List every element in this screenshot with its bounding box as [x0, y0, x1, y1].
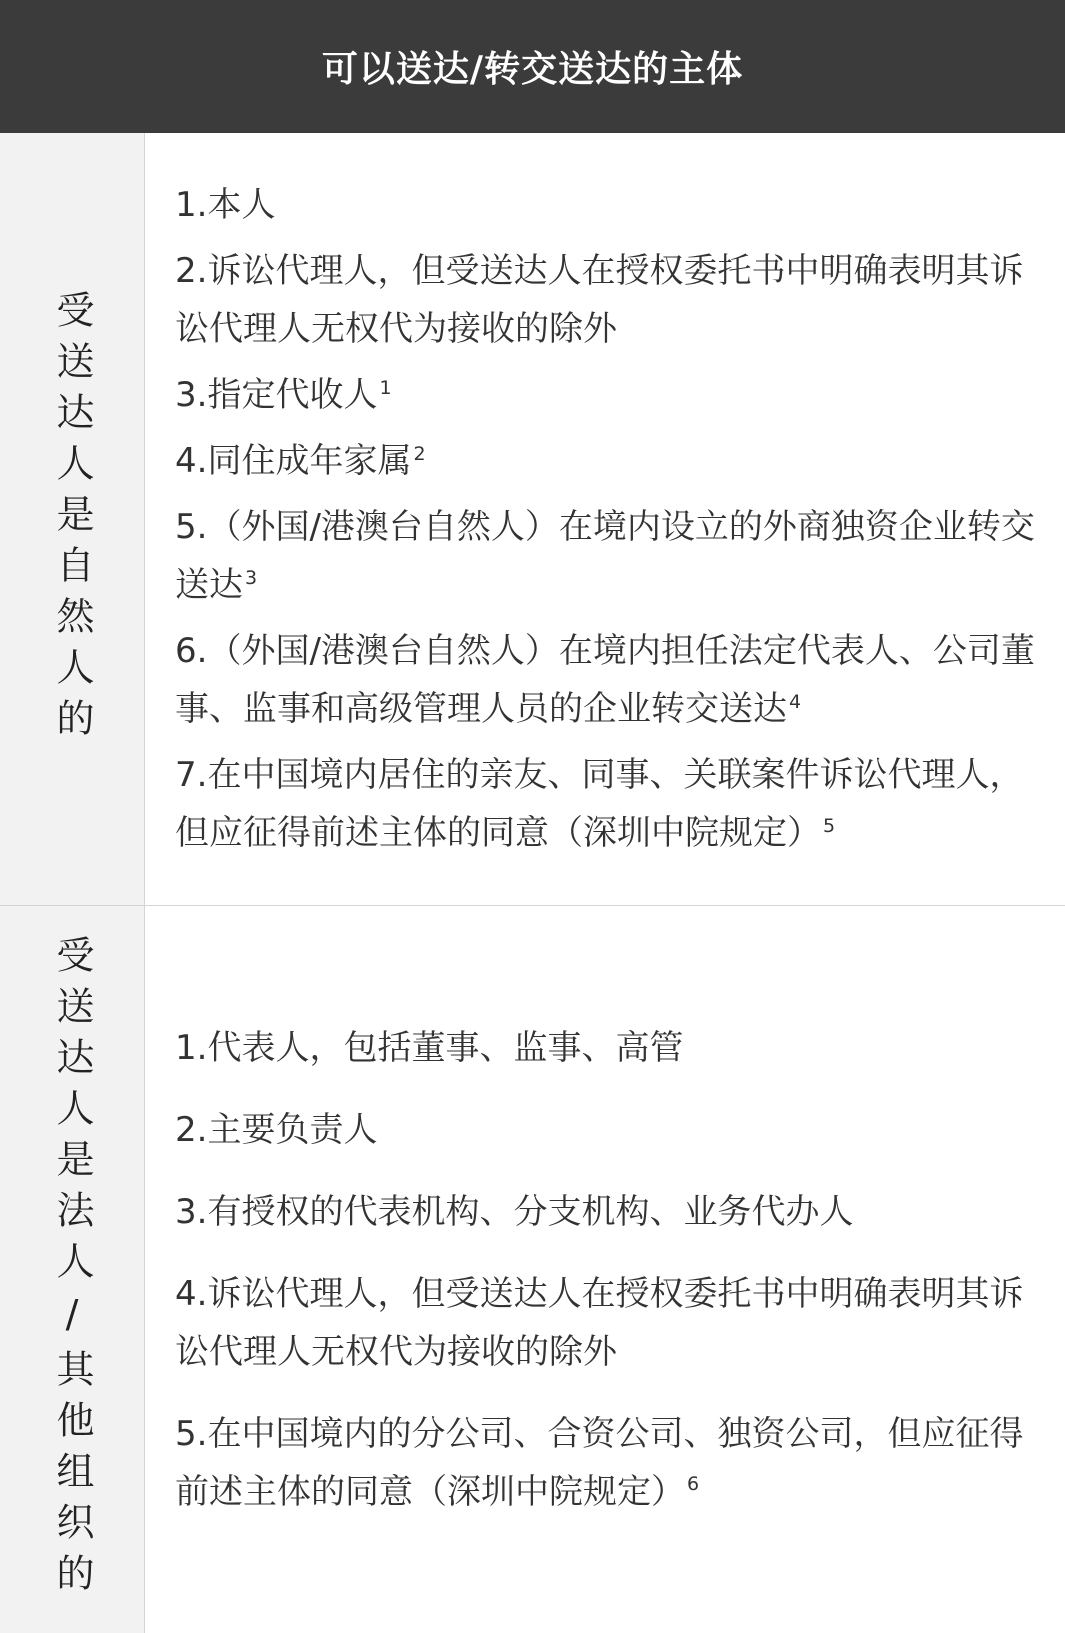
- list-item: 5.在中国境内的分公司、合资公司、独资公司，但应征得前述主体的同意（深圳中院规定） $^6$: [175, 1413, 1024, 1512]
- table-title: 可以送达/转交送达的主体: [321, 49, 744, 90]
- table-row-legal-person: [0, 906, 1065, 1633]
- footnote-ref: 4: [789, 690, 802, 713]
- row-label: 受送达人是法人/其他组织的: [50, 935, 94, 1604]
- list-item: 3.有授权的代表机构、分支机构、业务代办人: [175, 1191, 854, 1232]
- list-item: 7.在中国境内居住的亲友、同事、关联案件诉讼代理人，但应征得前述主体的同意（深圳中院规定） $^5$: [175, 755, 1024, 853]
- footnote-ref: 3: [245, 566, 258, 589]
- footnote-ref: 1: [379, 376, 392, 399]
- row-label-cell: [0, 133, 145, 905]
- list-item: 5.（外国/港澳台自然人）在境内设立的外商独资企业转交送达 $^3$: [175, 507, 1035, 605]
- footnote-ref: 5: [823, 814, 836, 837]
- list-item: 4.诉讼代理人，但受送达人在授权委托书中明确表明其诉讼代理人无权代为接收的除外: [175, 1273, 1024, 1372]
- footnote-ref: 6: [687, 1473, 700, 1496]
- list-item: 1.代表人，包括董事、监事、高管: [175, 1027, 684, 1068]
- table-row-natural-person: [0, 133, 1065, 906]
- list-item: 4.同住成年家属 $^2$: [175, 441, 426, 481]
- list-item: 1.本人: [175, 185, 276, 225]
- list-item: 2.主要负责人: [175, 1109, 378, 1150]
- list-item: 2.诉讼代理人，但受送达人在授权委托书中明确表明其诉讼代理人无权代为接收的除外: [175, 251, 1024, 349]
- footnote-ref: 2: [413, 442, 426, 465]
- row-content-cell: [145, 906, 1065, 1633]
- row-content-cell: [145, 133, 1065, 905]
- row-label: 受送达人是自然人的: [50, 289, 94, 749]
- row-label-cell: [0, 906, 145, 1633]
- list-item: 3.指定代收人 $^1$: [175, 375, 392, 415]
- list-item: 6.（外国/港澳台自然人）在境内担任法定代表人、公司董事、监事和高级管理人员的企业转交送达 $^4$: [175, 631, 1035, 729]
- table-header: [0, 0, 1065, 133]
